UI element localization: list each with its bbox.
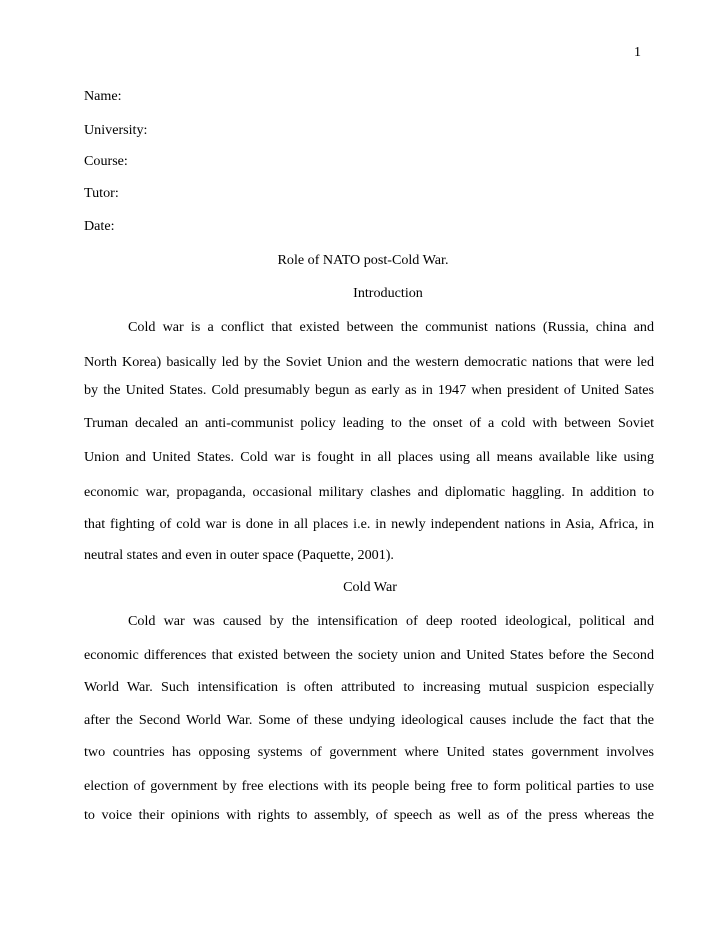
paragraph-line: after the Second World War. Some of these undying ideological causes include the fact that the xyxy=(84,712,654,728)
paragraph-line: Cold war was caused by the intensification of deep rooted ideological, political and xyxy=(128,613,654,629)
paragraph-line: Union and United States. Cold war is fought in all places using all means available like using xyxy=(84,449,654,465)
document-title: Role of NATO post-Cold War. xyxy=(277,252,449,268)
paragraph-line: election of government by free elections with its people being free to form political parties to use xyxy=(84,778,654,794)
paragraph-line: two countries has opposing systems of government where United states government involves xyxy=(84,744,654,760)
page-number: 1 xyxy=(634,45,641,60)
paragraph-line: Cold war is a conflict that existed between the communist nations (Russia, china and xyxy=(128,319,654,335)
section-heading-introduction: Introduction xyxy=(353,285,423,301)
paragraph-line: that fighting of cold war is done in all places i.e. in newly independent nations in Asia, Africa, in xyxy=(84,516,654,532)
tutor-field: Tutor: xyxy=(84,185,119,201)
section-heading-cold-war: Cold War xyxy=(343,579,397,595)
paragraph-line: North Korea) basically led by the Soviet Union and the western democratic nations that were led xyxy=(84,354,654,370)
paragraph-line: by the United States. Cold presumably begun as early as in 1947 when president of United Sates xyxy=(84,382,654,398)
paragraph-line: Truman decaled an anti-communist policy leading to the onset of a cold with between Soviet xyxy=(84,415,654,431)
paragraph-line: to voice their opinions with rights to assembly, of speech as well as of the press whereas the xyxy=(84,807,654,823)
paragraph-line: neutral states and even in outer space (Paquette, 2001). xyxy=(84,547,394,563)
course-field: Course: xyxy=(84,153,128,169)
paragraph-line: economic war, propaganda, occasional military clashes and diplomatic haggling. In addition to xyxy=(84,484,654,500)
name-field: Name: xyxy=(84,88,122,104)
university-field: University: xyxy=(84,122,148,138)
date-field: Date: xyxy=(84,218,115,234)
paragraph-line: World War. Such intensification is often attributed to increasing mutual suspicion especially xyxy=(84,679,654,695)
paragraph-line: economic differences that existed between the society union and United States before the Second xyxy=(84,647,654,663)
